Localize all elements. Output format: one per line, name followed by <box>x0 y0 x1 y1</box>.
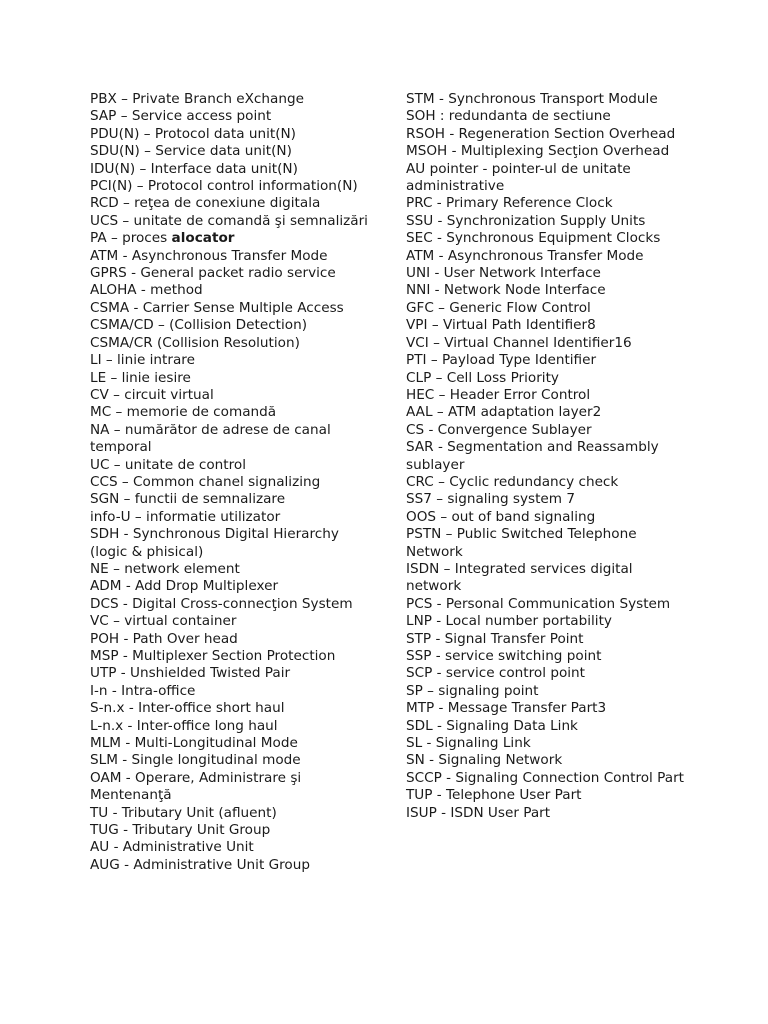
glossary-entry: SAP – Service access point <box>90 108 272 125</box>
glossary-entry: DCS - Digital Cross-connecţion System <box>90 595 353 612</box>
glossary-entry: LNP - Local number portability <box>406 613 612 630</box>
glossary-entry: SLM - Single longitudinal mode <box>90 752 301 769</box>
glossary-entry: MSOH - Multiplexing Secţion Overhead <box>406 143 670 160</box>
glossary-entry: ALOHA - method <box>90 282 203 299</box>
glossary-entry: VPI – Virtual Path Identifier8 <box>406 317 596 334</box>
glossary-right-column <box>406 91 686 822</box>
glossary-entry: LI – linie intrare <box>90 352 195 369</box>
glossary-entry: SGN – functii de semnalizare <box>90 491 286 508</box>
glossary-entry: CCS – Common chanel signalizing <box>90 473 321 490</box>
glossary-entry: SOH : redundanta de sectiune <box>406 108 611 125</box>
glossary-entry: RCD – reţea de conexiune digitala <box>90 195 321 212</box>
glossary-entry: UCS – unitate de comandă şi semnalizări <box>90 212 368 229</box>
glossary-entry: SDH - Synchronous Digital Hierarchy (logic & phisical) <box>90 526 339 560</box>
glossary-entry: SS7 – signaling system 7 <box>406 491 576 508</box>
glossary-entry: CS - Convergence Sublayer <box>406 421 592 438</box>
glossary-entry: PSTN – Public Switched Telephone Network <box>406 526 637 560</box>
glossary-entry: OAM - Operare, Administrare şi Mentenanţă <box>90 769 302 804</box>
glossary-entry: GPRS - General packet radio service <box>90 265 336 282</box>
glossary-entry: CSMA - Carrier Sense Multiple Access <box>90 299 344 316</box>
glossary-entry: SEC - Synchronous Equipment Clocks <box>406 230 661 247</box>
glossary-entry: SP – signaling point <box>406 682 539 699</box>
glossary-entry: AU - Administrative Unit <box>90 839 254 856</box>
glossary-entry: ISDN – Integrated services digital network <box>406 560 633 595</box>
glossary-entry: CSMA/CR (Collision Resolution) <box>90 334 300 351</box>
glossary-entry: VCI – Virtual Channel Identifier16 <box>406 334 632 351</box>
glossary-entry: AAL – ATM adaptation layer2 <box>406 404 602 421</box>
glossary-left-column <box>90 91 380 874</box>
glossary-entry: PCI(N) – Protocol control information(N) <box>90 178 358 195</box>
glossary-entry: SDU(N) – Service data unit(N) <box>90 143 292 160</box>
glossary-entry: NA – numărător de adrese de canal temporal <box>90 421 331 456</box>
glossary-entry: IDU(N) – Interface data unit(N) <box>90 160 298 177</box>
glossary-entry: RSOH - Regeneration Section Overhead <box>406 125 676 142</box>
glossary-entry: MC – memorie de comandă <box>90 404 277 421</box>
glossary-entry: NE – network element <box>90 560 240 577</box>
glossary-entry: PTI – Payload Type Identifier <box>406 352 597 369</box>
glossary-entry: CSMA/CD – (Collision Detection) <box>90 317 308 334</box>
glossary-entry: I-n - Intra-office <box>90 682 196 699</box>
glossary-entry: HEC – Header Error Control <box>406 386 591 403</box>
glossary-entry: SDL - Signaling Data Link <box>406 717 578 734</box>
glossary-entry: CV – circuit virtual <box>90 386 214 403</box>
glossary-entry: CRC – Cyclic redundancy check <box>406 473 619 490</box>
glossary-entry: GFC – Generic Flow Control <box>406 299 591 316</box>
glossary-entry: info-U – informatie utilizator <box>90 508 281 525</box>
glossary-entry: OOS – out of band signaling <box>406 508 596 525</box>
glossary-entry: SSU - Synchronization Supply Units <box>406 212 646 229</box>
glossary-entry: MSP - Multiplexer Section Protection <box>90 648 336 664</box>
glossary-entry: TU - Tributary Unit (afluent) <box>90 804 277 821</box>
glossary-entry: AUG - Administrative Unit Group <box>90 856 310 873</box>
glossary-entry: L-n.x - Inter-office long haul <box>90 717 278 734</box>
glossary-entry: STP - Signal Transfer Point <box>406 630 584 647</box>
glossary-entry: VC – virtual container <box>90 613 237 630</box>
glossary-entry: STM - Synchronous Transport Module <box>406 91 658 107</box>
glossary-entry: PDU(N) – Protocol data unit(N) <box>90 125 296 142</box>
glossary-entry: SL - Signaling Link <box>406 735 531 752</box>
glossary-entry: UTP - Unshielded Twisted Pair <box>90 665 291 682</box>
glossary-entry: PBX – Private Branch eXchange <box>90 91 304 107</box>
glossary-entry: UNI - User Network Interface <box>406 265 601 282</box>
glossary-entry: TUP - Telephone User Part <box>406 787 582 804</box>
glossary-entry: SAR - Segmentation and Reassambly sublayer <box>406 439 659 473</box>
glossary-entry: SN - Signaling Network <box>406 752 563 769</box>
glossary-entry: UC – unitate de control <box>90 456 246 473</box>
glossary-entry: NNI - Network Node Interface <box>406 282 606 299</box>
glossary-entry: SCP - service control point <box>406 665 585 682</box>
glossary-entry: ISUP - ISDN User Part <box>406 804 551 821</box>
glossary-entry: PRC - Primary Reference Clock <box>406 195 613 212</box>
glossary-entry: PCS - Personal Communication System <box>406 595 671 612</box>
glossary-entry-bold-text: alocator <box>171 230 235 247</box>
glossary-entry: S-n.x - Inter-office short haul <box>90 700 285 717</box>
glossary-entry: CLP – Cell Loss Priority <box>406 369 559 386</box>
glossary-entry: AU pointer - pointer-ul de unitate administrative <box>406 160 631 195</box>
glossary-entry: ADM - Add Drop Multiplexer <box>90 578 279 595</box>
glossary-entry <box>90 230 380 247</box>
glossary-entry: POH - Path Over head <box>90 630 238 647</box>
glossary-entry: SCCP - Signaling Connection Control Part <box>406 769 684 786</box>
glossary-entry: TUG - Tributary Unit Group <box>90 822 271 839</box>
glossary-entry: MLM - Multi-Longitudinal Mode <box>90 735 298 752</box>
glossary-entry-text: PA – proces <box>90 230 172 247</box>
glossary-entry: SSP - service switching point <box>406 648 602 664</box>
glossary-entry: MTP - Message Transfer Part3 <box>406 700 607 717</box>
glossary-entry: LE – linie iesire <box>90 369 191 386</box>
glossary-entry: ATM - Asynchronous Transfer Mode <box>90 247 328 264</box>
glossary-entry: ATM - Asynchronous Transfer Mode <box>406 247 644 264</box>
